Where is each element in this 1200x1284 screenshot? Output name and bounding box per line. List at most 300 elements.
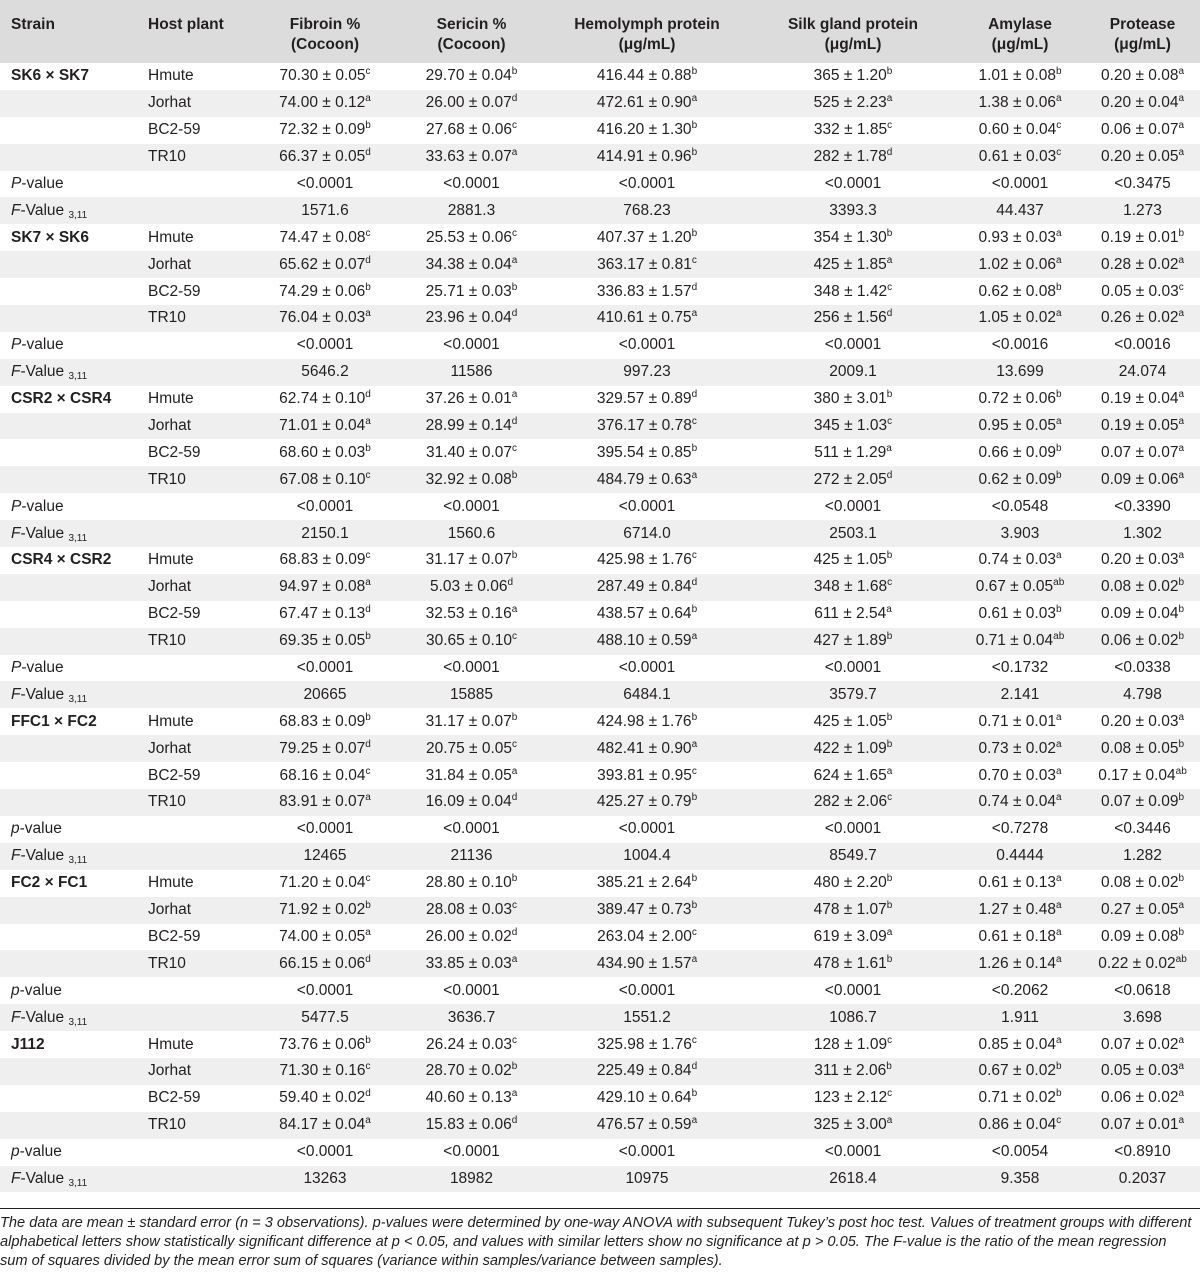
cell-value: 74.47 ± 0.08	[279, 228, 366, 246]
sericin-p-value: <0.0001	[443, 1143, 500, 1161]
table-row	[0, 1031, 1200, 1058]
fibroin-cell	[250, 950, 400, 977]
significance-letter: c	[691, 926, 697, 938]
significance-letter: a	[691, 1115, 698, 1127]
sericin-cell	[400, 251, 543, 278]
significance-letter: d	[886, 147, 893, 159]
p-value-label-text: -value	[19, 820, 62, 838]
silk-gland-cell	[751, 735, 955, 762]
host-plant-cell: Hmute	[148, 67, 194, 85]
protease-f-value: 1.282	[1085, 843, 1200, 870]
amylase-cell	[955, 413, 1085, 440]
silk-gland-cell	[751, 870, 955, 897]
protease-cell	[1085, 1085, 1200, 1112]
strain-cell	[0, 547, 138, 574]
cell-value: 68.16 ± 0.04	[279, 766, 366, 784]
cell-value: 0.20 ± 0.08	[1100, 67, 1179, 85]
significance-letter: a	[691, 631, 698, 643]
f-value-row	[0, 843, 1200, 870]
table-row	[0, 601, 1200, 628]
strain-name: CSR2 × CSR4	[11, 390, 112, 408]
cell-value: 425 ± 1.05	[813, 712, 887, 730]
significance-letter: a	[886, 93, 893, 105]
significance-letter: b	[886, 631, 893, 643]
cell-value: 410.61 ± 0.75	[596, 309, 692, 327]
protease-f-value: 3.698	[1085, 1004, 1200, 1031]
amylase-cell	[955, 251, 1085, 278]
protease-cell	[1085, 278, 1200, 305]
f-value-label-text: -Value	[20, 524, 65, 542]
p-value-label-letter: p	[11, 1143, 20, 1161]
cell-value: 0.74 ± 0.04	[978, 793, 1056, 811]
amylase-f-value: 0.4444	[955, 843, 1085, 870]
significance-letter: b	[886, 953, 893, 965]
host-plant-cell: Jorhat	[138, 897, 250, 924]
significance-letter: b	[1055, 604, 1062, 616]
cell-value: 425 ± 1.05	[813, 551, 887, 569]
sericin-cell	[400, 897, 543, 924]
strain-cell	[0, 601, 138, 628]
protease-cell	[1085, 251, 1200, 278]
significance-letter: c	[691, 254, 697, 266]
protease-f-value: 4.798	[1085, 681, 1200, 708]
cell-value: 393.81 ± 0.95	[597, 766, 692, 784]
cell-value: 72.32 ± 0.09	[279, 121, 366, 139]
table-row	[0, 439, 1200, 466]
host-plant-cell: Hmute	[148, 874, 194, 892]
significance-letter: a	[511, 765, 518, 777]
cell-value: 0.20 ± 0.05	[1100, 148, 1179, 166]
significance-letter: a	[1178, 550, 1185, 562]
significance-letter: a	[1178, 1034, 1185, 1046]
cell-value: 0.66 ± 0.09	[978, 443, 1056, 461]
cell-value: 31.17 ± 0.07	[425, 551, 512, 569]
hemolymph-f-value: 6714.0	[543, 520, 751, 547]
cell-value: 0.72 ± 0.06	[978, 390, 1056, 408]
silk-gland-cell	[751, 1085, 955, 1112]
table-body	[0, 63, 1200, 1192]
silk-gland-cell	[751, 144, 955, 171]
fibroin-p-value: <0.0001	[296, 336, 354, 354]
p-value-label	[0, 332, 250, 359]
significance-letter: a	[1178, 711, 1185, 723]
cell-value: 480 ± 2.20	[813, 874, 887, 892]
host-plant-cell: Jorhat	[138, 90, 250, 117]
protease-cell	[1085, 870, 1200, 897]
footnote-divider	[0, 1208, 1200, 1209]
significance-letter: a	[886, 254, 893, 266]
amylase-f-value: 44.437	[955, 197, 1085, 224]
hemolymph-p-value: <0.0001	[618, 659, 676, 677]
cell-value: 263.04 ± 2.00	[597, 927, 692, 945]
fibroin-cell	[250, 870, 400, 897]
significance-letter: a	[691, 469, 698, 481]
cell-value: 1.05 ± 0.02	[978, 309, 1056, 327]
fibroin-cell	[250, 708, 400, 735]
cell-value: 395.54 ± 0.85	[596, 443, 692, 461]
cell-value: 31.40 ± 0.07	[425, 443, 513, 461]
cell-value: 73.76 ± 0.06	[279, 1035, 366, 1053]
cell-value: 25.53 ± 0.06	[425, 228, 513, 246]
silk-gland-cell	[751, 897, 955, 924]
table-row	[0, 870, 1200, 897]
cell-value: 0.05 ± 0.03	[1101, 282, 1179, 300]
f-value-row	[0, 1004, 1200, 1031]
host-plant-cell: Hmute	[148, 1035, 194, 1053]
cell-value: 0.06 ± 0.07	[1100, 121, 1179, 139]
significance-letter: a	[511, 604, 518, 616]
significance-letter: b	[886, 227, 893, 239]
protease-cell	[1085, 762, 1200, 789]
cell-value: 0.08 ± 0.02	[1100, 578, 1179, 596]
sericin-p-value: <0.0001	[443, 820, 500, 838]
header-protease-line-1: Protease	[1109, 16, 1176, 33]
significance-letter: c	[512, 900, 518, 912]
significance-letter: b	[365, 711, 371, 723]
significance-letter: b	[691, 792, 698, 804]
significance-letter: c	[887, 120, 893, 132]
protease-cell	[1085, 466, 1200, 493]
cell-value: 0.19 ± 0.04	[1100, 390, 1179, 408]
strain-cell	[0, 144, 138, 171]
significance-letter: c	[887, 416, 893, 428]
host-plant-cell: Jorhat	[138, 735, 250, 762]
header-protease-line-2: (μg/mL)	[1114, 36, 1171, 53]
cell-value: 0.67 ± 0.05	[975, 578, 1054, 596]
significance-letter: c	[365, 227, 371, 239]
sericin-f-value: 11586	[400, 359, 543, 386]
amylase-cell	[955, 574, 1085, 601]
p-value-label	[0, 171, 250, 198]
fibroin-cell	[250, 1031, 400, 1058]
table-row	[0, 251, 1200, 278]
significance-letter: a	[1178, 900, 1185, 912]
significance-letter: d	[365, 389, 371, 401]
f-value-row	[0, 359, 1200, 386]
sericin-cell	[400, 708, 543, 735]
header-silk-gland	[751, 0, 955, 63]
hemolymph-cell	[543, 278, 751, 305]
host-plant-cell: BC2-59	[148, 1089, 201, 1107]
host-plant-cell: Jorhat	[138, 251, 250, 278]
significance-letter: a	[1178, 1088, 1185, 1100]
cell-value: 282 ± 2.06	[813, 793, 888, 811]
cell-value: 348 ± 1.68	[813, 578, 888, 596]
significance-letter: b	[1055, 66, 1062, 78]
f-value-degrees-of-freedom: 3,11	[68, 1177, 88, 1189]
significance-letter: c	[365, 550, 371, 562]
hemolymph-f-value: 6484.1	[543, 681, 751, 708]
amylase-cell	[955, 547, 1085, 574]
significance-letter: a	[1178, 416, 1185, 428]
fibroin-cell	[250, 305, 400, 332]
protease-cell	[1085, 1031, 1200, 1058]
cell-value: 0.08 ± 0.05	[1100, 739, 1179, 757]
significance-letter: a	[1178, 1061, 1185, 1073]
header-sericin	[400, 0, 543, 63]
significance-letter: b	[691, 900, 698, 912]
strain-cell	[0, 224, 138, 251]
sericin-cell	[400, 63, 543, 90]
f-value-label-letter: F	[11, 363, 21, 381]
strain-cell	[0, 1058, 138, 1085]
p-value-label-letter: P	[11, 336, 22, 354]
fibroin-cell	[250, 1112, 400, 1139]
significance-letter: b	[886, 900, 893, 912]
protease-cell	[1085, 1058, 1200, 1085]
cell-value: 476.57 ± 0.59	[596, 1116, 692, 1134]
cell-value: 67.47 ± 0.13	[279, 605, 366, 623]
p-value-row	[0, 977, 1200, 1004]
amylase-cell	[955, 601, 1085, 628]
hemolymph-cell	[543, 870, 751, 897]
cell-value: 0.85 ± 0.04	[978, 1035, 1056, 1053]
fibroin-f-value: 1571.6	[250, 197, 400, 224]
cell-value: 488.10 ± 0.59	[596, 632, 692, 650]
significance-letter: d	[365, 738, 371, 750]
significance-letter: b	[365, 631, 371, 643]
f-value-label	[0, 520, 250, 547]
cell-value: 472.61 ± 0.90	[596, 94, 692, 112]
cell-value: 5.03 ± 0.06	[429, 578, 508, 596]
fibroin-cell	[250, 897, 400, 924]
strain-cell	[0, 924, 138, 951]
amylase-p-value: <0.0016	[991, 336, 1049, 354]
significance-letter: b	[886, 389, 893, 401]
fibroin-cell	[250, 439, 400, 466]
significance-letter: a	[1055, 254, 1062, 266]
f-value-label-letter: F	[11, 524, 21, 542]
significance-letter: b	[1055, 1061, 1062, 1073]
significance-letter: c	[512, 442, 518, 454]
fibroin-p-value: <0.0001	[296, 820, 354, 838]
protease-cell	[1085, 144, 1200, 171]
host-plant-cell: BC2-59	[148, 282, 201, 300]
f-value-degrees-of-freedom: 3,11	[68, 855, 88, 867]
significance-letter: d	[691, 281, 698, 293]
cell-value: 34.38 ± 0.04	[425, 255, 512, 273]
protease-cell	[1085, 117, 1200, 144]
cell-value: 123 ± 2.12	[813, 1089, 888, 1107]
significance-letter: b	[1178, 738, 1185, 750]
sericin-cell	[400, 1085, 543, 1112]
table-row	[0, 897, 1200, 924]
fibroin-cell	[250, 1058, 400, 1085]
silk-gland-cell	[751, 628, 955, 655]
significance-letter: c	[512, 631, 518, 643]
header-sericin-line-1: Sericin %	[436, 16, 507, 33]
cell-value: 0.20 ± 0.03	[1100, 551, 1179, 569]
cell-value: 37.26 ± 0.01	[425, 390, 512, 408]
cell-value: 348 ± 1.42	[813, 282, 888, 300]
f-value-label-text: -Value	[20, 1008, 65, 1026]
significance-letter: a	[1178, 308, 1185, 320]
significance-letter: c	[1056, 147, 1062, 159]
hemolymph-cell	[543, 924, 751, 951]
cell-value: 94.97 ± 0.08	[279, 578, 366, 596]
p-value-label	[0, 655, 250, 682]
protease-cell	[1085, 1112, 1200, 1139]
strain-name: FFC1 × FC2	[11, 712, 97, 730]
cell-value: 0.95 ± 0.05	[978, 417, 1056, 435]
p-value-label	[0, 1139, 250, 1166]
amylase-cell	[955, 762, 1085, 789]
cell-value: 511 ± 1.29	[814, 443, 887, 461]
fibroin-p-value: <0.0001	[296, 1143, 354, 1161]
fibroin-cell	[250, 789, 400, 816]
cell-value: 0.60 ± 0.04	[978, 121, 1057, 139]
amylase-cell	[955, 1058, 1085, 1085]
significance-letter: a	[365, 93, 371, 105]
silk-gland-p-value: <0.0001	[824, 1143, 882, 1161]
cell-value: 33.63 ± 0.07	[425, 148, 512, 166]
silk-gland-f-value: 1086.7	[751, 1004, 955, 1031]
significance-letter: a	[1055, 926, 1062, 938]
header-fibroin-line-1: Fibroin %	[289, 16, 361, 33]
cell-value: 0.09 ± 0.08	[1100, 927, 1179, 945]
cell-value: 31.17 ± 0.07	[425, 712, 512, 730]
fibroin-f-value: 20665	[250, 681, 400, 708]
sericin-cell	[400, 413, 543, 440]
table-row	[0, 305, 1200, 332]
significance-letter: c	[691, 550, 697, 562]
hemolymph-cell	[543, 413, 751, 440]
sericin-p-value: <0.0001	[443, 175, 500, 192]
significance-letter: a	[365, 308, 371, 320]
cell-value: 29.70 ± 0.04	[425, 67, 512, 85]
table-row	[0, 144, 1200, 171]
cell-value: 0.61 ± 0.18	[978, 927, 1056, 945]
f-value-degrees-of-freedom: 3,11	[68, 1016, 88, 1028]
significance-letter: a	[691, 738, 698, 750]
significance-letter: a	[1055, 1034, 1062, 1046]
fibroin-cell	[250, 762, 400, 789]
host-plant-cell: Hmute	[148, 551, 194, 569]
fibroin-cell	[250, 144, 400, 171]
significance-letter: d	[511, 792, 518, 804]
cell-value: 1.26 ± 0.14	[978, 954, 1056, 972]
cell-value: 83.91 ± 0.07	[279, 793, 366, 811]
cell-value: 425.98 ± 1.76	[597, 551, 692, 569]
cell-value: 0.62 ± 0.09	[978, 470, 1056, 488]
p-value-label-text: -value	[21, 175, 64, 192]
fibroin-f-value: 5646.2	[250, 359, 400, 386]
significance-letter: c	[1056, 1115, 1062, 1127]
protease-cell	[1085, 574, 1200, 601]
silk-gland-p-value: <0.0001	[824, 981, 882, 999]
significance-letter: a	[1055, 308, 1062, 320]
fibroin-cell	[250, 90, 400, 117]
fibroin-cell	[250, 547, 400, 574]
significance-letter: b	[1178, 792, 1185, 804]
cell-value: 68.83 ± 0.09	[279, 712, 366, 730]
amylase-f-value: 3.903	[955, 520, 1085, 547]
sericin-cell	[400, 628, 543, 655]
silk-gland-cell	[751, 413, 955, 440]
amylase-f-value: 13.699	[955, 359, 1085, 386]
silk-gland-f-value: 2009.1	[751, 359, 955, 386]
host-plant-cell: TR10	[138, 789, 250, 816]
header-amylase	[955, 0, 1085, 63]
f-value-label	[0, 1166, 250, 1193]
cell-value: 0.09 ± 0.04	[1100, 605, 1179, 623]
sericin-f-value: 21136	[400, 843, 543, 870]
cell-value: 26.00 ± 0.02	[425, 927, 512, 945]
strain-cell	[0, 439, 138, 466]
cell-value: 79.25 ± 0.07	[279, 739, 366, 757]
header-hemolymph-line-2: (μg/mL)	[618, 36, 676, 53]
strain-cell	[0, 278, 138, 305]
cell-value: 1.38 ± 0.06	[978, 94, 1056, 112]
amylase-cell	[955, 466, 1085, 493]
cell-value: 15.83 ± 0.06	[425, 1116, 512, 1134]
protease-cell	[1085, 439, 1200, 466]
f-value-degrees-of-freedom: 3,11	[68, 532, 88, 544]
hemolymph-f-value: 997.23	[543, 359, 751, 386]
sericin-cell	[400, 735, 543, 762]
significance-letter: a	[886, 926, 893, 938]
cell-value: 336.83 ± 1.57	[596, 282, 692, 300]
header-protease	[1085, 0, 1200, 63]
significance-letter: a	[1055, 93, 1062, 105]
cell-value: 71.92 ± 0.02	[279, 901, 366, 919]
significance-letter: a	[691, 953, 698, 965]
sericin-p-value: <0.0001	[443, 659, 500, 677]
sericin-cell	[400, 924, 543, 951]
cell-value: 0.74 ± 0.03	[978, 551, 1056, 569]
cell-value: 287.49 ± 0.84	[596, 578, 692, 596]
significance-letter: b	[365, 900, 371, 912]
table-row	[0, 278, 1200, 305]
significance-letter: c	[365, 66, 371, 78]
table-row	[0, 547, 1200, 574]
strain-cell	[0, 63, 138, 90]
sericin-p-value: <0.0001	[443, 981, 500, 999]
amylase-cell	[955, 144, 1085, 171]
protease-f-value: 24.074	[1085, 359, 1200, 386]
f-value-label	[0, 681, 250, 708]
significance-letter: c	[691, 416, 697, 428]
hemolymph-p-value: <0.0001	[618, 336, 676, 354]
table-row	[0, 628, 1200, 655]
hemolymph-cell	[543, 144, 751, 171]
significance-letter: d	[507, 577, 514, 589]
significance-letter: a	[1178, 66, 1185, 78]
cell-value: 385.21 ± 2.64	[596, 874, 692, 892]
cell-value: 272 ± 2.05	[813, 470, 887, 488]
p-value-row	[0, 332, 1200, 359]
host-plant-cell: BC2-59	[148, 121, 201, 139]
header-silk-gland-line-1: Silk gland protein	[787, 16, 919, 33]
amylase-cell	[955, 305, 1085, 332]
cell-value: 0.61 ± 0.13	[978, 874, 1056, 892]
table-row	[0, 789, 1200, 816]
cell-value: 0.05 ± 0.03	[1100, 1062, 1179, 1080]
cell-value: 74.00 ± 0.05	[279, 927, 366, 945]
amylase-f-value: 9.358	[955, 1166, 1085, 1193]
p-value-label-text: -value	[21, 659, 64, 677]
significance-letter: b	[365, 281, 371, 293]
cell-value: 256 ± 1.56	[813, 309, 887, 327]
hemolymph-cell	[543, 601, 751, 628]
protease-p-value: <0.3446	[1114, 820, 1171, 838]
strain-name: J112	[11, 1035, 45, 1053]
cell-value: 427 ± 1.89	[813, 632, 887, 650]
silk-gland-cell	[751, 789, 955, 816]
significance-letter: b	[1178, 926, 1185, 938]
cell-value: 0.73 ± 0.02	[978, 739, 1056, 757]
hemolymph-f-value: 1551.2	[543, 1004, 751, 1031]
